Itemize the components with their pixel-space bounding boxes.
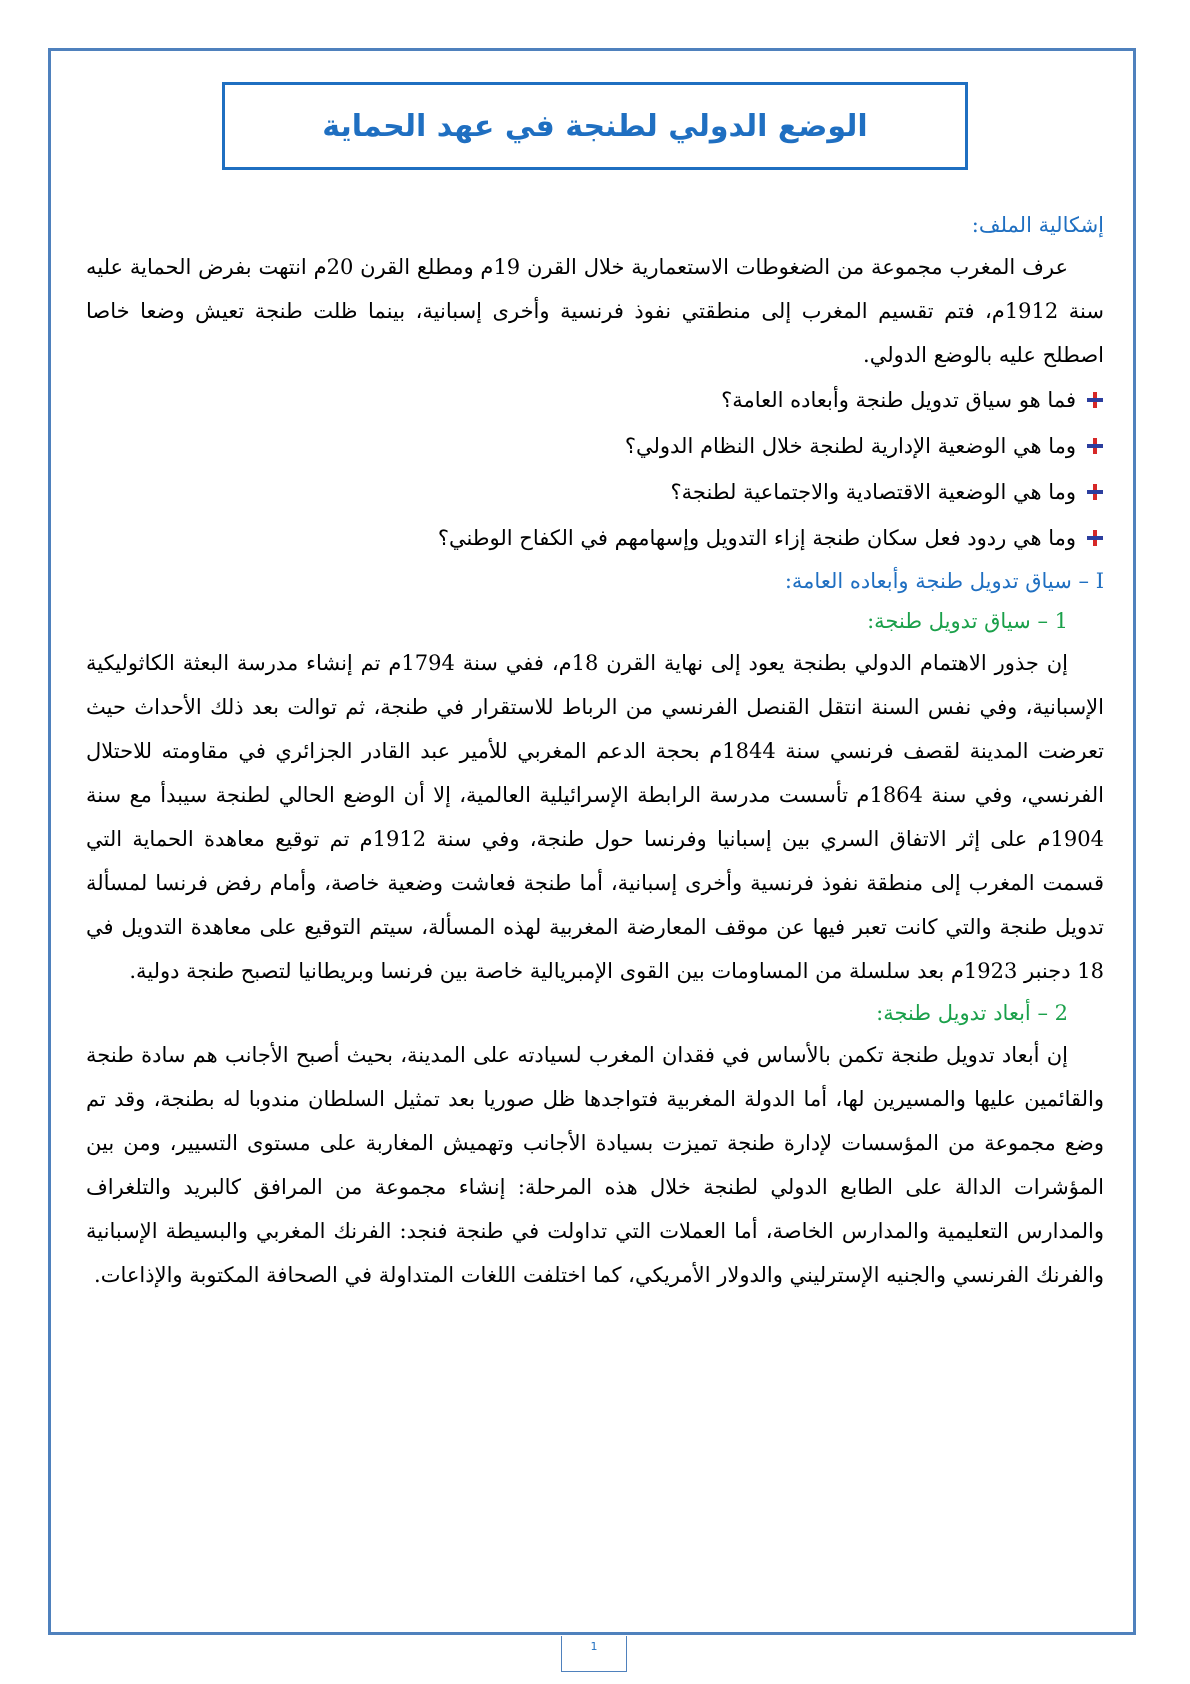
list-item: [86, 469, 1104, 515]
title-box: [222, 82, 968, 170]
problem-paragraph: عرف المغرب مجموعة من الضغوطات الاستعمارية خلال القرن 19م ومطلع القرن 20م انتهت بفرض الحماية عليه سنة 1912م، فتم تقسيم المغرب إلى منطقتي نفوذ فرنسية وأخرى إسبانية، بينما ظلت طنجة تعيش وضعا خاصا اصطلح عليه بالوضع الدولي.: [86, 255, 1104, 367]
question-text: وما هي ردود فعل سكان طنجة إزاء التدويل وإسهامهم في الكفاح الوطني؟: [437, 526, 1076, 550]
section1-sub1-paragraph: إن جذور الاهتمام الدولي بطنجة يعود إلى نهاية القرن 18م، ففي سنة 1794م تم إنشاء مدرسة البعثة الكاثوليكية الإسبانية، وفي نفس السنة انتقل القنصل الفرنسي من الرباط للاستقرار في طنجة، ثم توالت بعد ذلك الأحداث حيث تعرضت المدينة لقصف فرنسي سنة 1844م بحجة الدعم المغربي للأمير عبد القادر الجزائري في مقاومته للاحتلال الفرنسي، وفي سنة 1864م تأسست مدرسة الرابطة الإسرائيلية العالمية، إلا أن الوضع الحالي لطنجة سيبدأ مع سنة 1904م على إثر الاتفاق السري بين إسبانيا وفرنسا حول طنجة، وفي سنة 1912م تم توقيع معاهدة الحماية التي قسمت المغرب إلى منطقة نفوذ فرنسية وأخرى إسبانية، أما طنجة فعاشت وضعية خاصة، وأمام رفض فرنسا لمسألة تدويل طنجة والتي كانت تعبر فيها عن موقف المعارضة المغربية لهذه المسألة، سيتم التوقيع على معاهدة التدويل في 18 دجنبر 1923م بعد سلسلة من المساومات بين القوى الإمبريالية خاصة بين فرنسا وبريطانيا لتصبح طنجة دولية.: [86, 651, 1105, 983]
section1-heading: I – سياق تدويل طنجة وأبعاده العامة:: [784, 569, 1104, 593]
list-item: [86, 423, 1104, 469]
plus-bullet-icon: [1086, 391, 1104, 409]
section1-sub2-paragraph: إن أبعاد تدويل طنجة تكمن بالأساس في فقدان المغرب لسيادته على المدينة، بحيث أصبح الأجانب هم سادة طنجة والقائمين عليها والمسيرين لها، أما الدولة المغربية فتواجدها ظل صوريا بعد تمثيل السلطان مندوبا له بطنجة، وقد تم وضع مجموعة من المؤسسات لإدارة طنجة تميزت بسيادة الأجانب وتهميش المغاربة على مستوى التسيير، ومن بين المؤشرات الدالة على الطابع الدولي لطنجة خلال هذه المرحلة: إنشاء مجموعة من المرافق كالبريد والتلغراف والمدارس التعليمية والمدارس الخاصة، أما العملات التي تداولت في طنجة فنجد: الفرنك المغربي والبسيطة الإسبانية والفرنك الفرنسي والجنيه الإسترليني والدولار الأمريكي، كما اختلفت اللغات المتداولة في الصحافة المكتوبة والإذاعات.: [86, 1043, 1104, 1287]
plus-bullet-icon: [1086, 437, 1104, 455]
page-title: الوضع الدولي لطنجة في عهد الحماية: [322, 108, 868, 144]
question-text: وما هي الوضعية الاقتصادية والاجتماعية لطنجة؟: [670, 480, 1076, 504]
question-text: وما هي الوضعية الإدارية لطنجة خلال النظام الدولي؟: [624, 434, 1076, 458]
problem-heading: إشكالية الملف:: [971, 213, 1104, 237]
list-item: [86, 377, 1104, 423]
plus-bullet-icon: [1086, 483, 1104, 501]
plus-bullet-icon: [1086, 529, 1104, 547]
page-number: 1: [561, 1636, 627, 1672]
section1-sub1-heading: 1 – سياق تدويل طنجة:: [867, 609, 1068, 633]
questions-list: [86, 377, 1104, 561]
list-item: [86, 515, 1104, 561]
document-body: [86, 205, 1104, 1297]
question-text: فما هو سياق تدويل طنجة وأبعاده العامة؟: [721, 388, 1076, 412]
section1-sub2-heading: 2 – أبعاد تدويل طنجة:: [876, 1001, 1068, 1025]
